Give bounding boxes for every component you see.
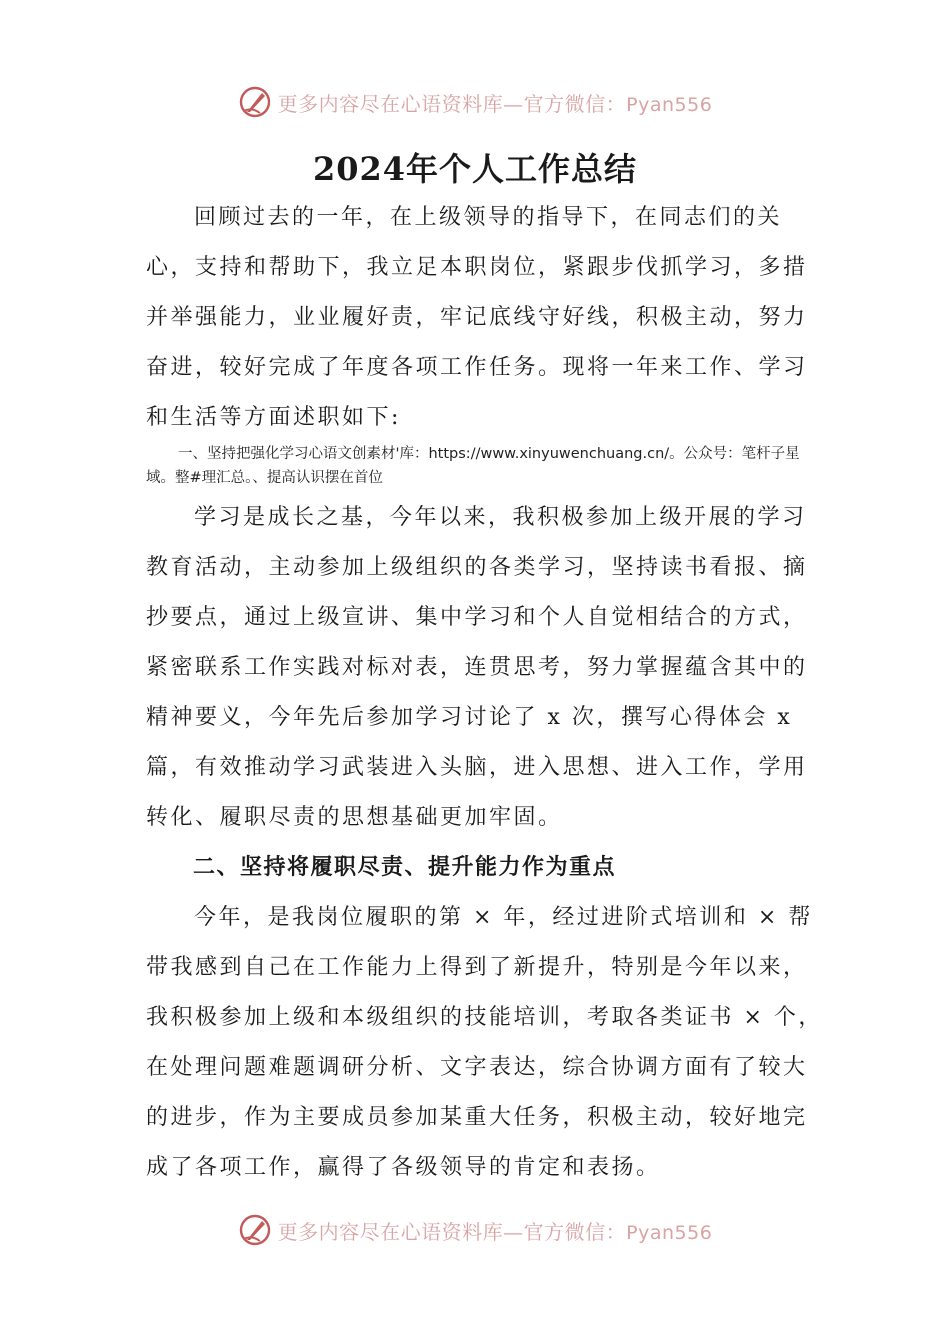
watermark-text: 更多内容尽在心语资料库—官方微信：Pyan556 [277,1219,713,1244]
watermark-text: 更多内容尽在心语资料库—官方微信：Pyan556 [277,91,713,116]
section1-heading: 一、坚持把强化学习心语文创素材'库：https://www.xinyuwenchuang.cn/。公众号：笔杆子星域。整#理汇总。、提高认识摆在首位 [146,446,800,486]
section2-heading: 二、坚持将履职尽责、提升能力作为重点 [193,854,617,880]
document-title: 2024年个人工作总结 [312,150,638,188]
quill-pen-logo-icon [238,1213,272,1247]
quill-pen-logo-icon [238,85,272,119]
section2-body: 今年，是我岗位履职的第 × 年，经过进阶式培训和 × 帮带我感到自己在工作能力上得到了新提升，特别是今年以来，我积极参加上级和本级组织的技能培训，考取各类证书 × 个，在处理问题难题调研分析、文字表达，综合协调方面有了较大的进步，作为主要成员参加某重大任务，积极主动，较好地完成了各项工作，赢得了各级领导的肯定和表扬。 [146,905,823,1180]
section1-body: 学习是成长之基，今年以来，我积极参加上级开展的学习教育活动，主动参加上级组织的各类学习，坚持读书看报、摘抄要点，通过上级宣讲、集中学习和个人自觉相结合的方式，紧密联系工作实践对标对表，连贯思考，努力掌握蕴含其中的精神要义，今年先后参加学习讨论了 x 次，撰写心得体会 x 篇，有效推动学习武装进入头脑，进入思想、进入工作，学用转化、履职尽责的思想基础更加牢固。 [146,505,808,830]
watermark-banner-bottom [0,1210,950,1250]
watermark-banner-top [0,82,950,122]
intro-paragraph: 回顾过去的一年，在上级领导的指导下，在同志们的关心，支持和帮助下，我立足本职岗位，紧跟步伐抓学习，多措并举强能力，业业履好责，牢记底线守好线，积极主动，努力奋进，较好完成了年度各项工作任务。现将一年来工作、学习和生活等方面述职如下: [146,205,808,430]
